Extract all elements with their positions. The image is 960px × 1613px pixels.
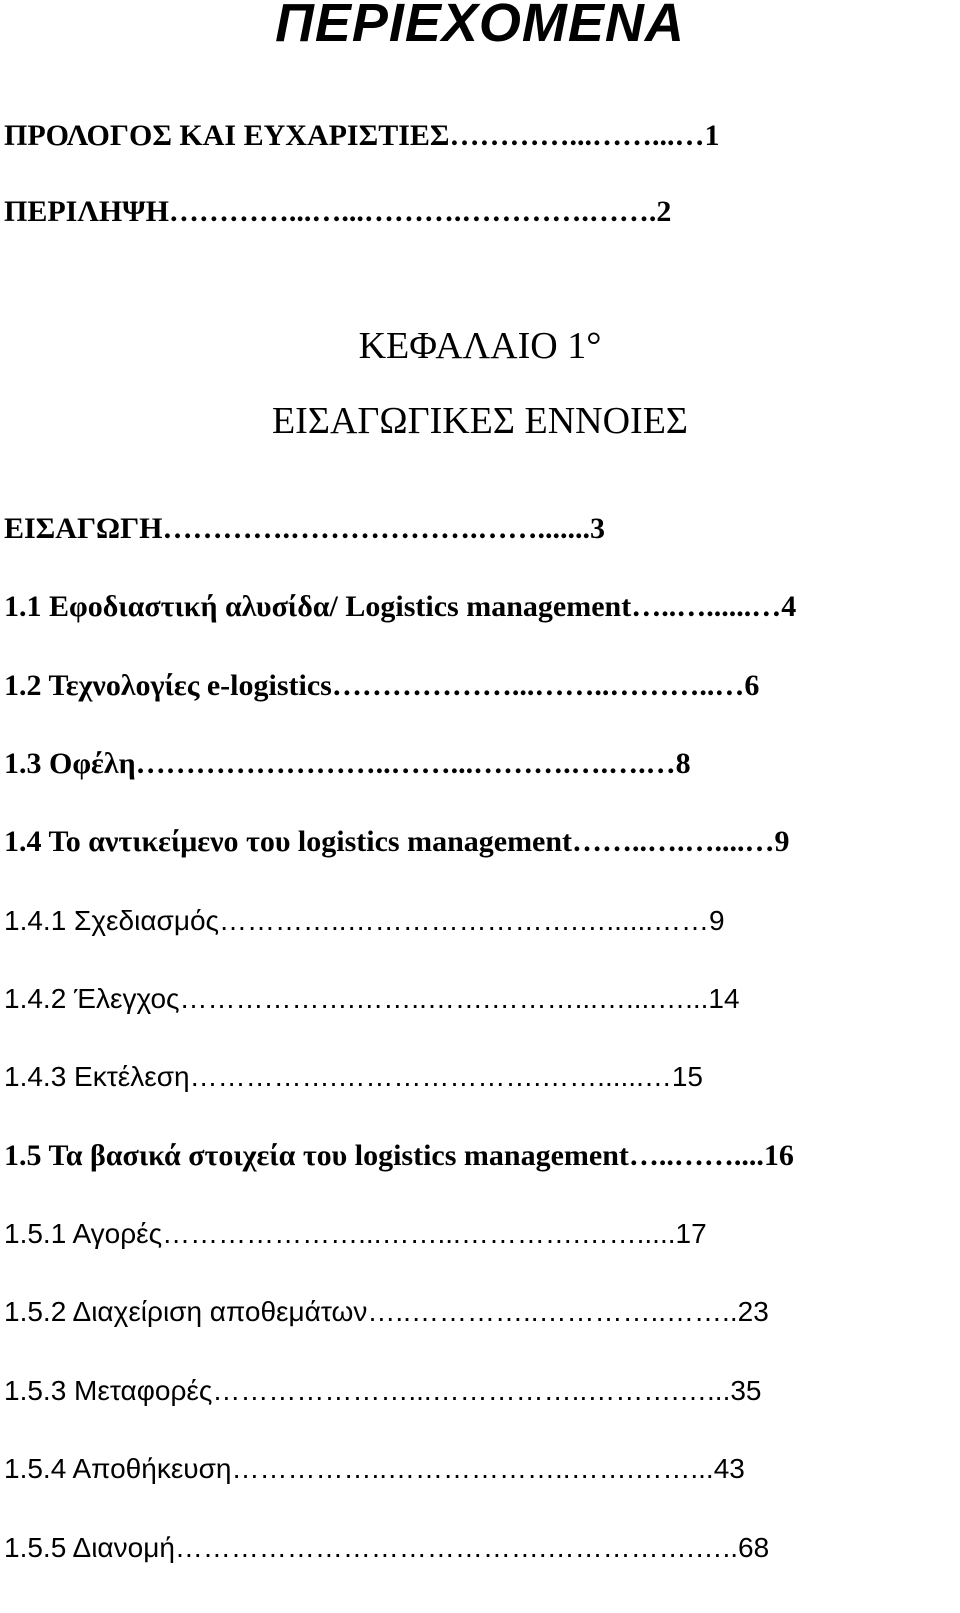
toc-entry-1-5-2: 1.5.2 Διαχείριση αποθεμάτων…..…………..…………..……..23 bbox=[4, 1296, 769, 1327]
toc-entry-1-5-4: 1.5.4 Αποθήκευση……………..………………..…….……...43 bbox=[4, 1453, 745, 1484]
toc-entry-1-3: 1.3 Οφέλη……………………..……...……….….….…8 bbox=[4, 747, 691, 780]
toc-entry-summary: ΠΕΡΙΛΗΨΗ…………...…...……….………….…….2 bbox=[4, 195, 672, 228]
chapter-number-heading: ΚΕΦΑΛΑΙΟ 1° bbox=[358, 325, 602, 367]
chapter-title-heading: ΕΙΣΑΓΩΓΙΚΕΣ ΕΝΝΟΙΕΣ bbox=[271, 400, 689, 442]
toc-entry-1-5: 1.5 Τα βασικά στοιχεία του logistics management…..……....16 bbox=[4, 1139, 794, 1172]
toc-entry-1-4-2: 1.4.2 Έλεγχος……………….……..…….………...…....…...14 bbox=[4, 983, 740, 1014]
toc-entry-1-4-3: 1.4.3 Εκτέλεση…………….………………….……......…15 bbox=[4, 1061, 703, 1092]
toc-entry-prologue: ΠΡΟΛΟΓΟΣ ΚΑΙ ΕΥΧΑΡΙΣΤΙΕΣ…………...……...…1 bbox=[4, 119, 720, 152]
toc-entry-1-1: 1.1 Εφοδιαστική αλυσίδα/ Logistics management…..…......…4 bbox=[4, 590, 797, 623]
toc-entry-1-4-1: 1.4.1 Σχεδιασμός…………..…………………….…......……9 bbox=[4, 905, 725, 936]
toc-entry-1-4: 1.4 Το αντικείμενο του logistics management……..….…....…9 bbox=[4, 825, 790, 858]
toc-entry-1-5-5: 1.5.5 Διανομή………………………………….…………….…..68 bbox=[4, 1532, 770, 1563]
toc-entry-1-2: 1.2 Τεχνολογίες e-logistics………………...……..………..…6 bbox=[4, 669, 760, 702]
toc-entry-1-5-1: 1.5.1 Αγορές…………………...……...………….…….....17 bbox=[4, 1218, 707, 1249]
page-title: ΠΕΡΙΕΧΟΜΕΝΑ bbox=[275, 0, 685, 53]
toc-entry-introduction: ΕΙΣΑΓΩΓΗ………….……………….…….......3 bbox=[4, 512, 605, 545]
toc-entry-1-5-3: 1.5.3 Μεταφορές…………………...……………..……….…...35 bbox=[4, 1375, 762, 1406]
